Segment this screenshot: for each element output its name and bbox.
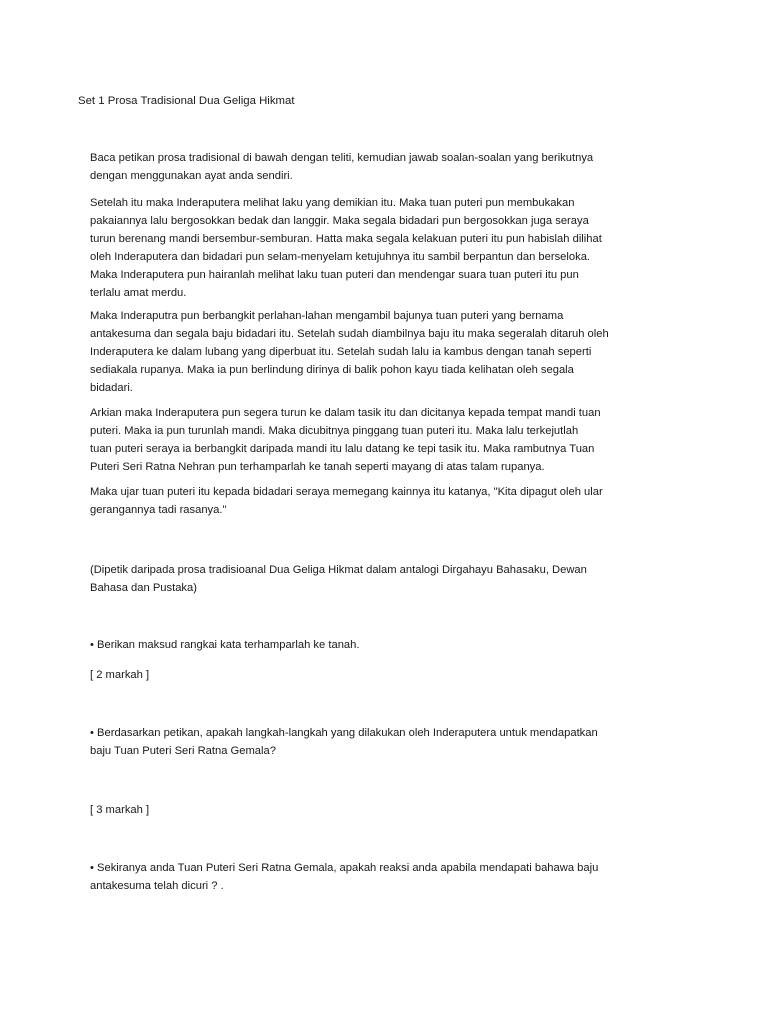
passage-line: oleh Inderaputera dan bidadari pun selam-menyelam ketujuhnya itu sambil berpantun dan berseloka. <box>90 251 591 263</box>
passage-line: bidadari. <box>90 382 133 394</box>
passage-line: sediakala rupanya. Maka ia pun berlindung dirinya di balik pohon kayu tiada kelihatan oleh segala <box>90 364 574 376</box>
passage-line: puteri. Maka ia pun turunlah mandi. Maka dicubitnya pinggang tuan puteri itu. Maka lalu terkejutlah <box>90 425 579 437</box>
instruction-paragraph <box>90 149 680 185</box>
instruction-line: Baca petikan prosa tradisional di bawah dengan teliti, kemudian jawab soalan-soalan yang berikutnya <box>90 152 594 164</box>
passage-line: Setelah itu maka Inderaputera melihat laku yang demikian itu. Maka tuan puteri pun membukakan <box>90 197 575 209</box>
passage-line: Maka ujar tuan puteri itu kepada bidadari seraya memegang kainnya itu katanya, "Kita dipagut oleh ular <box>90 486 603 498</box>
question-2 <box>90 724 680 760</box>
passage-line: pakaiannya lalu bergosokkan bedak dan langgir. Maka segala bidadari pun bergosokkan juga seraya <box>90 215 589 227</box>
passage-line: tuan puteri seraya ia berbangkit daripada mandi itu lalu datang ke tepi tasik itu. Maka rambutnya Tuan <box>90 443 595 455</box>
citation-line: (Dipetik daripada prosa tradisioanal Dua Geliga Hikmat dalam antalogi Dirgahayu Bahasaku, Dewan <box>90 564 587 576</box>
question-text: antakesuma telah dicuri ? . <box>90 880 224 892</box>
passage-line: gerangannya tadi rasanya." <box>90 504 227 516</box>
instruction-line: dengan menggunakan ayat anda sendiri. <box>90 170 293 182</box>
question-text: • Sekiranya anda Tuan Puteri Seri Ratna Gemala, apakah reaksi anda apabila mendapati bahawa baju <box>90 862 598 874</box>
question-text: baju Tuan Puteri Seri Ratna Gemala? <box>90 745 276 757</box>
source-citation <box>90 561 680 597</box>
passage-line: Inderaputera ke dalam lubang yang diperbuat itu. Setelah sudah lalu ia kambus dengan tanah seperti <box>90 346 592 358</box>
passage-line: Arkian maka Inderaputera pun segera turun ke dalam tasik itu dan dicitanya kepada tempat mandi tuan <box>90 407 601 419</box>
passage-line: terlalu amat merdu. <box>90 287 187 299</box>
passage-paragraph-1 <box>90 194 680 302</box>
marks-label: [ 3 markah ] <box>90 804 150 816</box>
passage-paragraph-4 <box>90 483 680 519</box>
passage-line: turun berenang mandi bersembur-semburan. Hatta maka segala kelakuan puteri itu pun habislah dilihat <box>90 233 602 245</box>
passage-paragraph-2 <box>90 307 680 397</box>
passage-line: antakesuma dan segala baju bidadari itu. Setelah sudah diambilnya baju itu maka segeralah ditaruh oleh <box>90 328 609 340</box>
question-text: • Berdasarkan petikan, apakah langkah-langkah yang dilakukan oleh Inderaputera untuk mendapatkan <box>90 727 598 739</box>
question-1-marks <box>90 666 680 684</box>
document-title: Set 1 Prosa Tradisional Dua Geliga Hikmat <box>78 95 295 107</box>
passage-line: Maka Inderaputera pun hairanlah melihat laku tuan puteri dan mendengar suara tuan puteri itu pun <box>90 269 579 281</box>
citation-line: Bahasa dan Pustaka) <box>90 582 197 594</box>
marks-label: [ 2 markah ] <box>90 669 150 681</box>
question-1 <box>90 636 680 654</box>
passage-paragraph-3 <box>90 404 680 476</box>
passage-line: Puteri Seri Ratna Nehran pun terhamparlah ke tanah seperti mayang di atas talam rupanya. <box>90 461 545 473</box>
question-3 <box>90 859 680 895</box>
question-2-marks <box>90 801 680 819</box>
question-text: • Berikan maksud rangkai kata terhamparlah ke tanah. <box>90 639 359 651</box>
passage-line: Maka Inderaputra pun berbangkit perlahan-lahan mengambil bajunya tuan puteri yang bernama <box>90 310 564 322</box>
